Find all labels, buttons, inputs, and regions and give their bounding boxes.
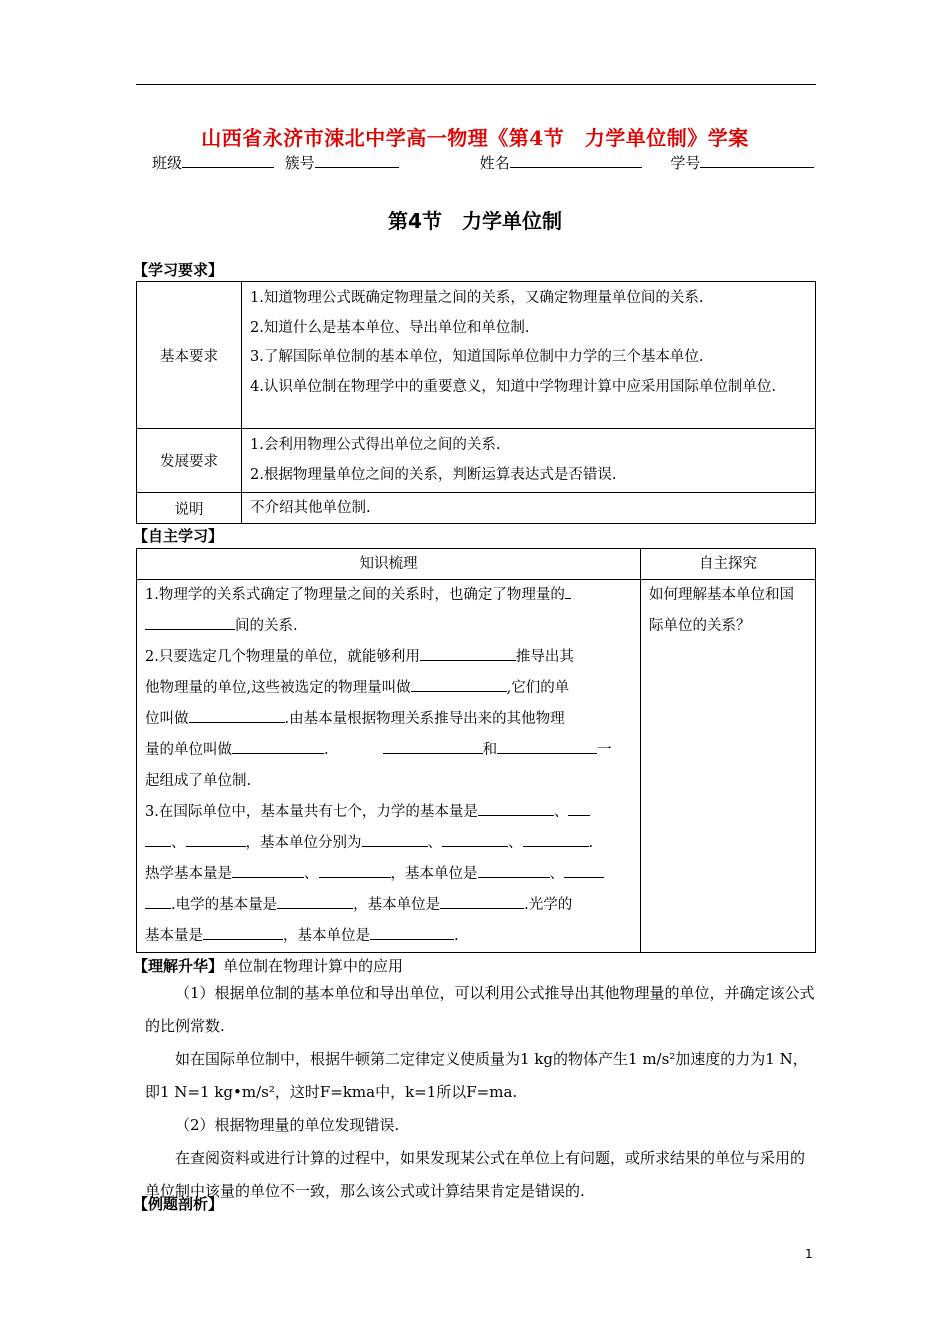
name-blank[interactable]	[510, 153, 642, 168]
fill-line: 他物理量的单位,这些被选定的物理量叫做 ,它们的单	[145, 680, 570, 696]
requirements-label: 【学习要求】	[133, 261, 224, 279]
note-head: 说明	[137, 493, 242, 524]
fill-line: 2.只要选定几个物理量的单位，就能够利用 推导出其	[145, 649, 574, 665]
dev-item: 2.根据物理量单位之间的关系，判断运算表达式是否错误.	[250, 466, 617, 483]
student-id-blank[interactable]	[700, 153, 814, 168]
class-label: 班级	[152, 154, 183, 172]
understanding-subtitle: 单位制在物理计算中的应用	[223, 957, 404, 975]
basic-item: 1.知道物理公式既确定物理量之间的关系，又确定物理量单位间的关系.	[250, 290, 704, 306]
note-body: 不介绍其他单位制.	[242, 493, 816, 524]
example-label: 【例题剖析】	[133, 1195, 224, 1213]
fill-line: 3.在国际单位中，基本量共有七个，力学的基本量是 、	[145, 797, 632, 828]
paragraph: （2）根据物理量的单位发现错误.	[175, 1116, 400, 1134]
inquiry-content: 如何理解基本单位和国际单位的关系？	[641, 580, 816, 953]
paragraph: 如在国际单位制中，根据牛顿第二定律定义使质量为1 kg的物体产生1 m/s²加速度的力为1 N，即1 N=1 kg•m/s²，这时F=kma中，k=1所以F=ma.	[145, 1050, 808, 1101]
dev-item: 1.会利用物理公式得出单位之间的关系.	[250, 437, 501, 453]
paragraph: （1）根据单位制的基本单位和导出单位，可以利用公式推导出其他物理量的单位，并确定该公式的比例常数.	[145, 984, 815, 1035]
fill-line: 1.物理学的关系式确定了物理量之间的关系时，也确定了物理量的	[145, 580, 632, 611]
inquiry-column-head: 自主探究	[641, 549, 816, 580]
group-blank[interactable]	[315, 153, 399, 168]
document-title: 山西省永济市涑北中学高一物理《第4节 力学单位制》学案	[201, 126, 749, 150]
class-blank[interactable]	[182, 153, 274, 168]
basic-item: 2.知道什么是基本单位、导出单位和单位制.	[250, 319, 530, 336]
development-requirements-row	[137, 429, 816, 493]
basic-item: 3.了解国际单位制的基本单位，知道国际单位制中力学的三个基本单位.	[250, 349, 704, 365]
development-requirements-head: 发展要求	[137, 429, 242, 493]
self-study-table	[136, 548, 816, 953]
fill-line: 位叫做 .由基本量根据物理关系推导出来的其他物理	[145, 711, 565, 727]
basic-requirements-row	[137, 282, 816, 429]
group-label: 簇号	[284, 154, 315, 172]
fill-line: 起组成了单位制.	[145, 773, 252, 789]
paragraph: 在查阅资料或进行计算的过程中，如果发现某公式在单位上有问题，或所求结果的单位与采用的单位制中该量的单位不一致，那么该公式或计算结果肯定是错误的.	[145, 1149, 806, 1200]
name-label: 姓名	[479, 154, 510, 172]
understanding-body	[145, 977, 817, 1208]
header-rule	[136, 84, 816, 85]
knowledge-content	[137, 580, 641, 953]
fill-line: .电学的基本量是 ，基本单位是 .光学的	[145, 890, 632, 921]
fill-line: 间的关系.	[145, 611, 632, 642]
fill-line: 、 ，基本单位分别为 、 、 .	[145, 828, 632, 859]
fill-line: 量的单位叫做 . 和 一	[145, 742, 612, 758]
page-number: 1	[805, 1247, 813, 1261]
basic-item: 4.认识单位制在物理学中的重要意义，知道中学物理计算中应采用国际单位制单位.	[250, 378, 776, 395]
requirements-table	[136, 281, 816, 524]
student-info-fields	[152, 152, 814, 173]
self-study-label: 【自主学习】	[133, 527, 224, 545]
basic-requirements-head: 基本要求	[137, 282, 242, 429]
development-requirements-body	[242, 429, 816, 493]
fill-line: 热学基本量是 、 ，基本单位是 、	[145, 859, 632, 890]
note-row	[137, 493, 816, 524]
section-title: 第4节 力学单位制	[388, 209, 562, 233]
understanding-label: 【理解升华】单位制在物理计算中的应用	[133, 957, 404, 975]
student-id-label: 学号	[670, 154, 701, 172]
basic-requirements-body	[242, 282, 816, 429]
fill-line: 基本量是 ，基本单位是 .	[145, 928, 459, 944]
knowledge-column-head: 知识梳理	[137, 549, 641, 580]
